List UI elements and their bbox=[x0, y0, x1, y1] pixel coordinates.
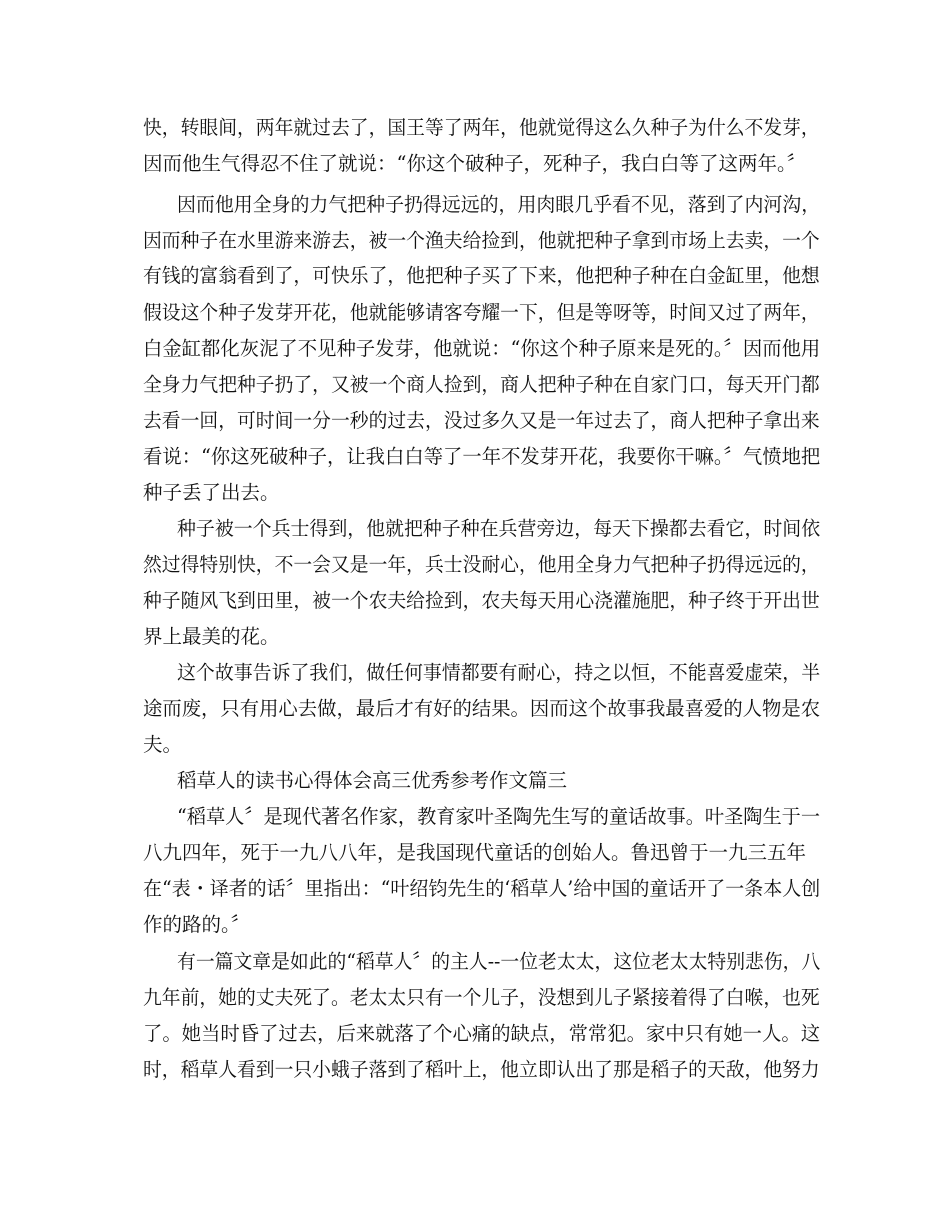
text-line: 有钱的富翁看到了，可快乐了，他把种子买了下来，他把种子种在白金缸里，他想 bbox=[143, 264, 820, 287]
text-line: 了。她当时昏了过去，后来就落了个心痛的缺点，常常犯。家中只有她一人。这 bbox=[143, 1022, 821, 1045]
section-heading: 稻草人的读书心得体会高三优秀参考作文篇三 bbox=[177, 769, 568, 792]
text-line: 有一篇文章是如此的“稻草人〞的主人--一位老太太，这位老太太特别悲伤，八 bbox=[177, 950, 821, 973]
text-line: 因而他用全身的力气把种子扔得远远的，用肉眼几乎看不见，落到了内河沟， bbox=[177, 193, 821, 216]
text-line: 白金缸都化灰泥了不见种子发芽，他就说：“你这个种子原来是死的。〞因而他用 bbox=[143, 337, 821, 360]
text-line: 然过得特别快，不一会又是一年，兵士没耐心，他用全身力气把种子扔得远远的， bbox=[143, 553, 820, 576]
text-line: 途而废，只有用心去做，最后才有好的结果。因而这个故事我最喜爱的人物是农 bbox=[143, 697, 821, 720]
text-line: 在“表・译者的话〞里指出：“叶绍钧先生的‘稻草人’给中国的童话开了一条本人创 bbox=[143, 877, 821, 900]
text-line: 时，稻草人看到一只小蛾子落到了稻叶上，他立即认出了那是稻子的天敌，他努力 bbox=[143, 1058, 820, 1081]
text-line: 看说：“你这死破种子，让我白白等了一年不发芽开花，我要你干嘛。〞气愤地把 bbox=[143, 445, 821, 468]
text-line: 界上最美的花。 bbox=[143, 625, 280, 648]
text-line: 夫。 bbox=[143, 733, 183, 756]
text-line: 全身力气把种子扔了，又被一个商人捡到，商人把种子种在自家门口，每天开门都 bbox=[143, 373, 820, 396]
text-line: 种子被一个兵士得到，他就把种子种在兵营旁边，每天下操都去看它，时间依 bbox=[177, 517, 821, 540]
text-line: 作的路的。〞 bbox=[143, 913, 251, 936]
text-line: 因而种子在水里游来游去，被一个渔夫给捡到，他就把种子拿到市场上去卖，一个 bbox=[143, 229, 820, 252]
text-line: 因而他生气得忍不住了就说：“你这个破种子，死种子，我白白等了这两年。〞 bbox=[143, 152, 807, 175]
text-line: 九年前，她的丈夫死了。老太太只有一个儿子，没想到儿子紧接着得了白喉，也死 bbox=[143, 986, 820, 1009]
text-line: 八九四年，死于一九八八年，是我国现代童话的创始人。鲁迅曾于一九三五年 bbox=[143, 841, 807, 864]
text-line: 快，转眼间，两年就过去了，国王等了两年，他就觉得这么久种子为什么不发芽， bbox=[143, 116, 820, 139]
text-line: “稻草人〞是现代著名作家，教育家叶圣陶先生写的童话故事。叶圣陶生于一 bbox=[177, 805, 821, 828]
text-line: 这个故事告诉了我们，做任何事情都要有耐心，持之以恒，不能喜爱虚荣，半 bbox=[177, 661, 821, 684]
text-line: 种子丢了出去。 bbox=[143, 481, 280, 504]
text-line: 种子随风飞到田里，被一个农夫给捡到，农夫每天用心浇灌施肥，种子终于开出世 bbox=[143, 589, 820, 612]
text-line: 去看一回，可时间一分一秒的过去，没过多久又是一年过去了，商人把种子拿出来 bbox=[143, 409, 820, 432]
text-line: 假设这个种子发芽开花，他就能够请客夸耀一下，但是等呀等，时间又过了两年， bbox=[143, 301, 820, 324]
